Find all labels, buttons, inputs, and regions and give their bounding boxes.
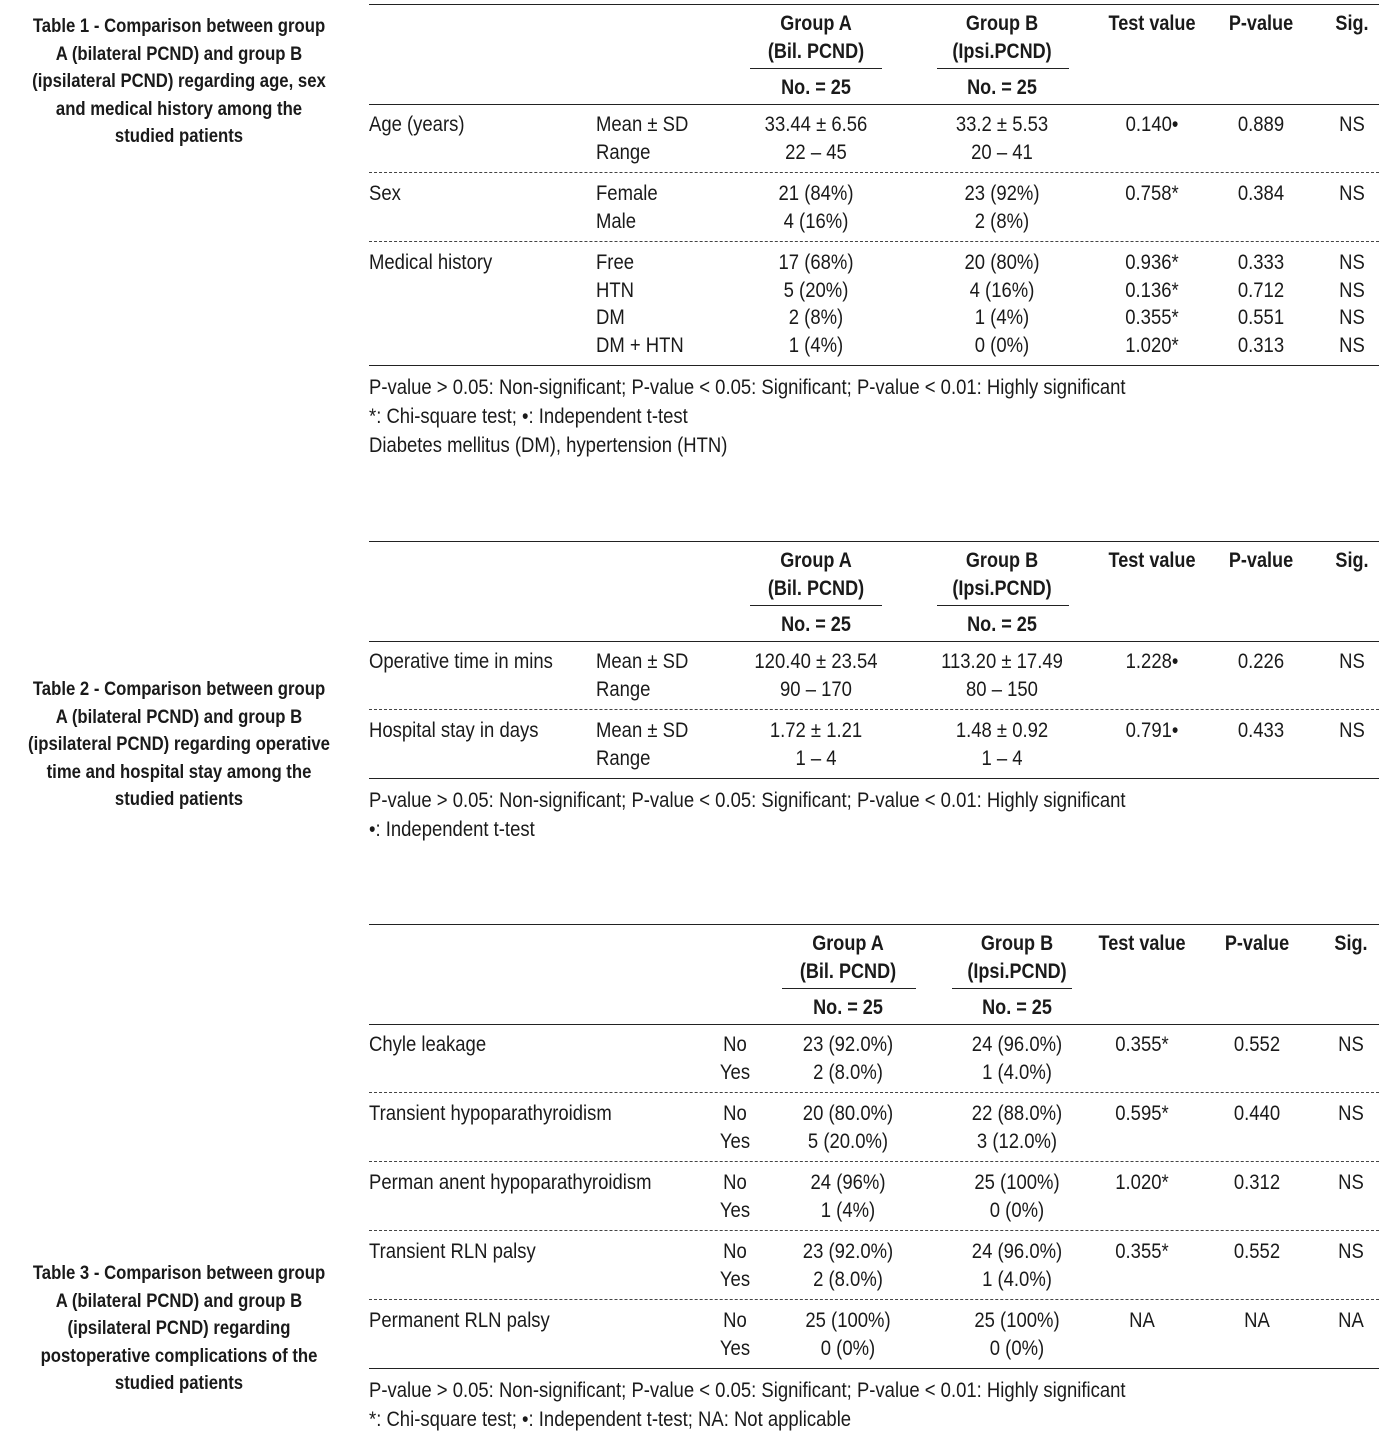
test-value: 0.140• bbox=[1125, 113, 1179, 136]
group-b-value: 24 (96.0%) bbox=[971, 1033, 1063, 1056]
group-a-value: 23 (92.0%) bbox=[802, 1033, 894, 1056]
header-group-b-n: No. = 25 bbox=[982, 996, 1052, 1019]
row-sub-label: Range bbox=[596, 677, 651, 701]
header-group-a-underline bbox=[750, 605, 882, 606]
p-value: 0.313 bbox=[1237, 333, 1285, 357]
row-label: Age (years) bbox=[369, 113, 465, 136]
table-bottom-rule bbox=[369, 365, 1379, 366]
row-label: Operative time in mins bbox=[369, 650, 553, 673]
row-sub-label: Yes bbox=[719, 1129, 751, 1153]
group-a-value: 1 (4%) bbox=[788, 333, 844, 357]
significance: NS bbox=[1339, 113, 1365, 136]
header-group-a-n: No. = 25 bbox=[781, 613, 851, 636]
test-value: 0.595* bbox=[1115, 1102, 1169, 1125]
group-a-value: 23 (92.0%) bbox=[802, 1240, 894, 1263]
group-a-value: 24 (96%) bbox=[810, 1171, 886, 1194]
header-sig: Sig. bbox=[1334, 932, 1368, 955]
header-group-a: Group A bbox=[812, 932, 884, 955]
group-b-value: 20 – 41 bbox=[971, 140, 1033, 164]
table-note: *: Chi-square test; •: Independent t-test bbox=[369, 405, 688, 428]
test-value: 0.355* bbox=[1115, 1240, 1169, 1263]
p-value: 0.551 bbox=[1237, 306, 1285, 329]
group-a-value: 1.72 ± 1.21 bbox=[769, 719, 863, 742]
significance: NS bbox=[1338, 1102, 1364, 1125]
group-a-value: 120.40 ± 23.54 bbox=[754, 650, 878, 673]
header-group-a-sub: (Bil. PCND) bbox=[767, 40, 865, 63]
table-bottom-rule bbox=[369, 1368, 1379, 1369]
table-note: P-value > 0.05: Non-significant; P-value < 0.05: Significant; P-value < 0.01: Highly significant bbox=[369, 1379, 1126, 1402]
p-value: 0.312 bbox=[1233, 1171, 1281, 1194]
header-bottom-rule bbox=[369, 1024, 1379, 1025]
group-b-value: 113.20 ± 17.49 bbox=[941, 650, 1063, 673]
group-a-value: 0 (0%) bbox=[820, 1336, 876, 1360]
row-sub-label: DM bbox=[596, 306, 625, 329]
row-sub-label: Yes bbox=[719, 1060, 751, 1084]
table-bottom-rule bbox=[369, 778, 1379, 779]
group-b-value: 1.48 ± 0.92 bbox=[955, 719, 1049, 742]
row-sub-label: No bbox=[723, 1171, 747, 1194]
row-sub-label: Male bbox=[596, 209, 637, 233]
header-bottom-rule bbox=[369, 641, 1379, 642]
row-separator bbox=[369, 1299, 1379, 1300]
test-value: 1.020* bbox=[1115, 1171, 1169, 1194]
group-a-value: 20 (80.0%) bbox=[802, 1102, 894, 1125]
row-sub-label: Yes bbox=[719, 1336, 751, 1360]
group-a-value: 2 (8%) bbox=[788, 306, 844, 329]
significance: NS bbox=[1339, 719, 1365, 742]
header-test-value: Test value bbox=[1098, 932, 1186, 955]
test-value: 0.936* bbox=[1125, 251, 1179, 274]
group-a-value: 1 (4%) bbox=[820, 1198, 876, 1222]
p-value: 0.440 bbox=[1233, 1102, 1281, 1125]
header-group-a: Group A bbox=[780, 549, 852, 572]
row-sub-label: Yes bbox=[719, 1198, 751, 1222]
group-b-value: 1 (4%) bbox=[974, 306, 1030, 329]
row-sub-label: No bbox=[723, 1033, 747, 1056]
header-group-a-sub: (Bil. PCND) bbox=[799, 960, 897, 983]
table-top-rule bbox=[369, 4, 1379, 5]
test-value: 0.355* bbox=[1125, 306, 1179, 329]
group-b-value: 0 (0%) bbox=[989, 1336, 1045, 1360]
row-separator bbox=[369, 241, 1379, 242]
significance: NS bbox=[1338, 1171, 1364, 1194]
table-note: P-value > 0.05: Non-significant; P-value < 0.05: Significant; P-value < 0.01: Highly significant bbox=[369, 376, 1126, 399]
group-b-value: 3 (12.0%) bbox=[976, 1129, 1058, 1153]
header-sig: Sig. bbox=[1335, 549, 1369, 572]
header-p-value: P-value bbox=[1228, 12, 1294, 35]
header-test-value: Test value bbox=[1108, 12, 1196, 35]
row-label: Sex bbox=[369, 182, 401, 205]
header-group-b: Group B bbox=[965, 12, 1039, 35]
header-p-value: P-value bbox=[1228, 549, 1294, 572]
header-test-value: Test value bbox=[1108, 549, 1196, 572]
group-a-value: 2 (8.0%) bbox=[813, 1267, 883, 1291]
row-sub-label: No bbox=[723, 1309, 747, 1332]
row-sub-label: Yes bbox=[719, 1267, 751, 1291]
significance: NS bbox=[1339, 182, 1365, 205]
row-label: Chyle leakage bbox=[369, 1033, 487, 1056]
group-b-value: 22 (88.0%) bbox=[971, 1102, 1063, 1125]
test-value: 0.355* bbox=[1115, 1033, 1169, 1056]
group-b-value: 23 (92%) bbox=[964, 182, 1040, 205]
row-sub-label: No bbox=[723, 1240, 747, 1263]
group-b-value: 0 (0%) bbox=[974, 333, 1030, 357]
header-group-b-underline bbox=[937, 68, 1069, 69]
row-separator bbox=[369, 709, 1379, 710]
group-a-value: 17 (68%) bbox=[778, 251, 854, 274]
row-label: Transient RLN palsy bbox=[369, 1240, 536, 1263]
header-group-b-underline bbox=[952, 988, 1072, 989]
test-value: 1.228• bbox=[1125, 650, 1179, 673]
test-value: 0.791• bbox=[1125, 719, 1179, 742]
header-sig: Sig. bbox=[1335, 12, 1369, 35]
group-b-value: 4 (16%) bbox=[969, 278, 1035, 302]
header-bottom-rule bbox=[369, 104, 1379, 105]
header-group-b-sub: (Ipsi.PCND) bbox=[952, 577, 1052, 600]
table-note: Diabetes mellitus (DM), hypertension (HTN) bbox=[369, 434, 728, 457]
row-label: Permanent RLN palsy bbox=[369, 1309, 550, 1332]
header-group-b: Group B bbox=[965, 549, 1039, 572]
table-3-caption: Table 3 - Comparison between group A (bilateral PCND) and group B (ipsilateral PCND) regarding postoperative complications of the studied patients bbox=[32, 1263, 326, 1394]
group-a-value: 1 – 4 bbox=[795, 746, 837, 770]
group-a-value: 22 – 45 bbox=[785, 140, 847, 164]
row-sub-label: HTN bbox=[596, 278, 634, 302]
row-sub-label: Mean ± SD bbox=[596, 719, 689, 742]
row-sub-label: Range bbox=[596, 746, 651, 770]
header-group-a-sub: (Bil. PCND) bbox=[767, 577, 865, 600]
group-b-value: 25 (100%) bbox=[974, 1171, 1060, 1194]
group-a-value: 2 (8.0%) bbox=[813, 1060, 883, 1084]
group-a-value: 21 (84%) bbox=[778, 182, 854, 205]
row-label: Perman anent hypoparathyroidism bbox=[369, 1171, 652, 1194]
header-group-a-underline bbox=[782, 988, 916, 989]
significance: NS bbox=[1339, 306, 1365, 329]
significance: NS bbox=[1338, 1240, 1364, 1263]
group-a-value: 5 (20.0%) bbox=[807, 1129, 889, 1153]
header-group-b-underline bbox=[937, 605, 1069, 606]
header-group-a-n: No. = 25 bbox=[781, 76, 851, 99]
group-a-value: 4 (16%) bbox=[783, 209, 849, 233]
group-b-value: 24 (96.0%) bbox=[971, 1240, 1063, 1263]
group-a-value: 25 (100%) bbox=[805, 1309, 891, 1332]
p-value: 0.333 bbox=[1237, 251, 1285, 274]
table-1-caption: Table 1 - Comparison between group A (bilateral PCND) and group B (ipsilateral PCND) regarding age, sex and medical history among the studied patients bbox=[32, 16, 326, 147]
significance: NS bbox=[1339, 333, 1365, 357]
group-a-value: 33.44 ± 6.56 bbox=[764, 113, 868, 136]
p-value: 0.384 bbox=[1237, 182, 1285, 205]
significance: NS bbox=[1339, 278, 1365, 302]
group-b-value: 1 (4.0%) bbox=[982, 1060, 1052, 1084]
row-sub-label: DM + HTN bbox=[596, 333, 684, 357]
row-separator bbox=[369, 1161, 1379, 1162]
table-2-caption: Table 2 - Comparison between group A (bilateral PCND) and group B (ipsilateral PCND) regarding operative time and hospital stay among the studied patients bbox=[28, 679, 330, 810]
row-label: Medical history bbox=[369, 251, 493, 274]
row-sub-label: Female bbox=[596, 182, 658, 205]
header-group-b-sub: (Ipsi.PCND) bbox=[967, 960, 1067, 983]
row-separator bbox=[369, 172, 1379, 173]
significance: NS bbox=[1339, 251, 1365, 274]
test-value: NA bbox=[1129, 1309, 1155, 1332]
group-b-value: 25 (100%) bbox=[974, 1309, 1060, 1332]
significance: NA bbox=[1338, 1309, 1364, 1332]
test-value: 0.136* bbox=[1125, 278, 1179, 302]
group-b-value: 0 (0%) bbox=[989, 1198, 1045, 1222]
group-a-value: 90 – 170 bbox=[780, 677, 852, 701]
table-note: •: Independent t-test bbox=[369, 818, 535, 841]
header-group-b-n: No. = 25 bbox=[967, 613, 1037, 636]
row-label: Transient hypoparathyroidism bbox=[369, 1102, 612, 1125]
group-b-value: 20 (80%) bbox=[964, 251, 1040, 274]
table-note: *: Chi-square test; •: Independent t-test; NA: Not applicable bbox=[369, 1408, 852, 1431]
row-sub-label: No bbox=[723, 1102, 747, 1125]
table-top-rule bbox=[369, 924, 1379, 925]
test-value: 0.758* bbox=[1125, 182, 1179, 205]
significance: NS bbox=[1339, 650, 1365, 673]
header-group-a: Group A bbox=[780, 12, 852, 35]
row-sub-label: Mean ± SD bbox=[596, 650, 689, 673]
row-sub-label: Mean ± SD bbox=[596, 113, 689, 136]
p-value: 0.433 bbox=[1237, 719, 1285, 742]
group-b-value: 1 – 4 bbox=[981, 746, 1023, 770]
p-value: 0.552 bbox=[1233, 1033, 1281, 1056]
significance: NS bbox=[1338, 1033, 1364, 1056]
row-sub-label: Range bbox=[596, 140, 651, 164]
test-value: 1.020* bbox=[1125, 333, 1179, 357]
group-b-value: 2 (8%) bbox=[974, 209, 1030, 233]
table-top-rule bbox=[369, 541, 1379, 542]
header-group-b: Group B bbox=[980, 932, 1054, 955]
row-sub-label: Free bbox=[596, 251, 635, 274]
header-group-a-n: No. = 25 bbox=[813, 996, 883, 1019]
row-label: Hospital stay in days bbox=[369, 719, 539, 742]
p-value: 0.712 bbox=[1237, 278, 1285, 302]
header-group-b-n: No. = 25 bbox=[967, 76, 1037, 99]
p-value: 0.552 bbox=[1233, 1240, 1281, 1263]
p-value: 0.226 bbox=[1237, 650, 1285, 673]
group-b-value: 1 (4.0%) bbox=[982, 1267, 1052, 1291]
header-group-a-underline bbox=[750, 68, 882, 69]
row-separator bbox=[369, 1230, 1379, 1231]
p-value: NA bbox=[1244, 1309, 1270, 1332]
header-group-b-sub: (Ipsi.PCND) bbox=[952, 40, 1052, 63]
table-note: P-value > 0.05: Non-significant; P-value < 0.05: Significant; P-value < 0.01: Highly significant bbox=[369, 789, 1126, 812]
group-b-value: 33.2 ± 5.53 bbox=[955, 113, 1049, 136]
header-p-value: P-value bbox=[1224, 932, 1290, 955]
row-separator bbox=[369, 1092, 1379, 1093]
p-value: 0.889 bbox=[1237, 113, 1285, 136]
group-a-value: 5 (20%) bbox=[783, 278, 849, 302]
group-b-value: 80 – 150 bbox=[966, 677, 1038, 701]
